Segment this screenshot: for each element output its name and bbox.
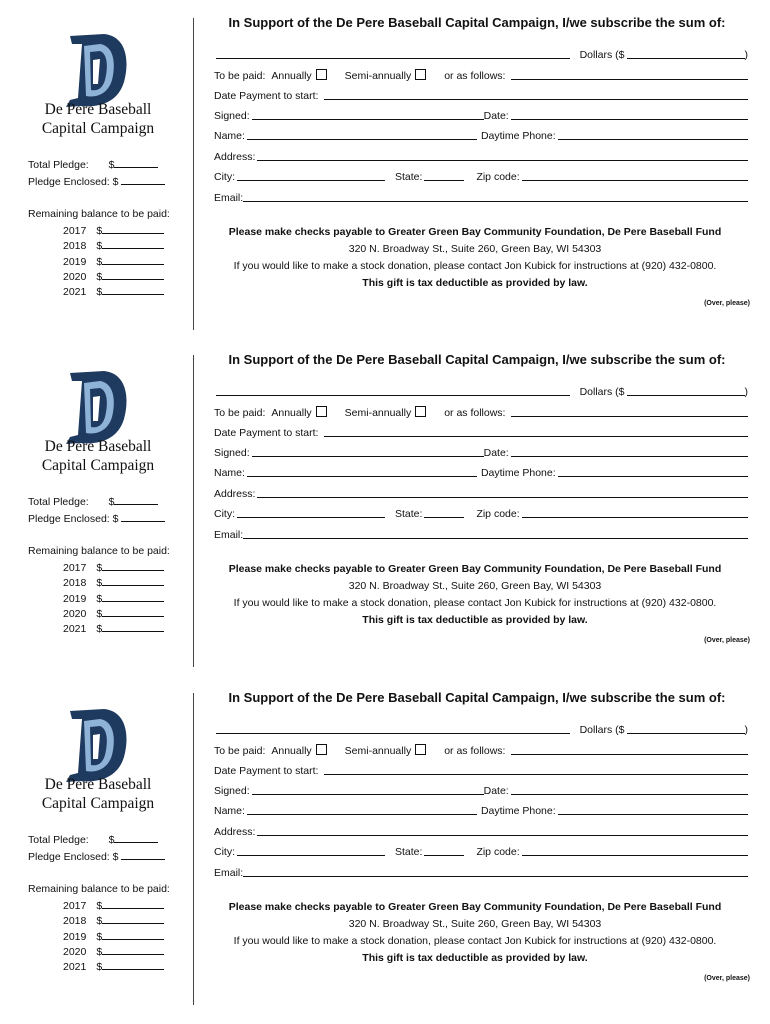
date-payment-row <box>214 88 748 102</box>
over-please-text: (Over, please) <box>704 300 750 307</box>
foundation-address: 320 N. Broadway St., Suite 260, Green Bay, WI 54303 <box>348 918 602 930</box>
organization-name <box>28 437 168 475</box>
to-be-paid-label: To be paid: <box>214 407 266 419</box>
stock-donation-text: If you would like to make a stock donation, please contact Jon Kubick for instructions at (920) 432-0800. <box>233 597 717 609</box>
zip-field[interactable] <box>522 845 748 856</box>
amount-words-field[interactable] <box>216 723 570 734</box>
signed-row <box>214 108 748 122</box>
divider-line <box>193 355 194 667</box>
year-label: 2021 <box>63 286 87 299</box>
org-line-1: De Pere Baseball <box>44 438 152 455</box>
or-as-follows-label: or as follows: <box>444 407 506 419</box>
or-as-follows-label: or as follows: <box>444 70 506 82</box>
year-label: 2017 <box>63 900 87 912</box>
year-label: 2018 <box>63 577 87 590</box>
year-label: 2021 <box>63 623 87 636</box>
year-label: 2019 <box>63 930 87 943</box>
org-line-1: De Pere Baseball <box>44 101 152 118</box>
pledge-enclosed-label: Pledge Enclosed: $ <box>28 513 119 525</box>
year-amount-blank[interactable] <box>102 960 164 970</box>
dollar-sign: $ <box>96 592 103 605</box>
signed-row <box>214 445 748 459</box>
stock-donation-text: If you would like to make a stock donation, please contact Jon Kubick for instructions at (920) 432-0800. <box>233 260 717 272</box>
year-row <box>63 270 164 283</box>
foundation-address: 320 N. Broadway St., Suite 260, Green Bay, WI 54303 <box>348 243 602 255</box>
email-field[interactable] <box>243 866 748 877</box>
address-label: Address: <box>214 488 256 500</box>
signed-row <box>214 783 748 797</box>
phone-label: Daytime Phone: <box>480 805 556 817</box>
year-row <box>63 285 164 298</box>
year-amount-blank[interactable] <box>102 576 164 586</box>
city-label: City: <box>214 171 235 183</box>
dollars-label: Dollars ($ <box>579 386 625 398</box>
dollar-sign: $ <box>96 900 103 912</box>
dollar-sign: $ <box>96 240 103 253</box>
semi-annually-checkbox[interactable] <box>415 69 426 80</box>
dollars-close: ) <box>744 724 748 736</box>
city-field[interactable] <box>237 507 385 518</box>
payable-text: Please make checks payable to Greater Green Bay Community Foundation, De Pere Baseball Fund <box>228 226 722 238</box>
city-row <box>214 169 748 183</box>
zip-field[interactable] <box>522 507 748 518</box>
email-label: Email: <box>214 529 244 541</box>
zip-field[interactable] <box>522 170 748 181</box>
year-amount-blank[interactable] <box>102 239 164 249</box>
semi-annually-checkbox[interactable] <box>415 744 426 755</box>
signed-label: Signed: <box>214 447 250 459</box>
year-label: 2017 <box>63 225 87 237</box>
date-payment-label: Date Payment to start: <box>214 90 319 102</box>
date-payment-field[interactable] <box>324 764 748 775</box>
year-row <box>63 576 164 589</box>
year-row <box>63 239 164 252</box>
address-row <box>214 824 748 838</box>
as-follows-field[interactable] <box>511 744 748 755</box>
email-field[interactable] <box>243 191 748 202</box>
dollars-row <box>214 47 748 61</box>
stock-donation-text: If you would like to make a stock donation, please contact Jon Kubick for instructions at (920) 432-0800. <box>233 935 717 947</box>
remaining-label: Remaining balance to be paid: <box>28 208 170 220</box>
divider-line <box>193 693 194 1005</box>
year-amount-blank[interactable] <box>102 607 164 617</box>
date-field[interactable] <box>511 446 748 457</box>
pledge-enclosed-label: Pledge Enclosed: $ <box>28 851 119 863</box>
org-line-1: De Pere Baseball <box>44 776 152 793</box>
name-field[interactable] <box>247 466 477 477</box>
amount-words-field[interactable] <box>216 385 570 396</box>
email-row <box>214 865 748 879</box>
payment-frequency-row <box>214 405 748 419</box>
city-row <box>214 506 748 520</box>
name-row <box>214 465 748 479</box>
semi-annually-label: Semi-annually <box>344 745 412 757</box>
signed-label: Signed: <box>214 785 250 797</box>
organization-name <box>28 100 168 138</box>
pledge-enclosed-label: Pledge Enclosed: $ <box>28 176 119 188</box>
city-label: City: <box>214 508 235 520</box>
to-be-paid-label: To be paid: <box>214 70 266 82</box>
year-row <box>63 561 164 574</box>
pledge-card-2 <box>0 337 770 675</box>
year-label: 2017 <box>63 562 87 574</box>
dollar-sign: $ <box>96 961 103 974</box>
pledge-enclosed-row <box>28 512 165 525</box>
year-row <box>63 622 164 635</box>
email-row <box>214 190 748 204</box>
dollars-row <box>214 722 748 736</box>
year-amount-blank[interactable] <box>102 945 164 955</box>
to-be-paid-label: To be paid: <box>214 745 266 757</box>
date-payment-label: Date Payment to start: <box>214 765 319 777</box>
year-label: 2019 <box>63 592 87 605</box>
payable-text: Please make checks payable to Greater Green Bay Community Foundation, De Pere Baseball Fund <box>228 563 722 575</box>
year-label: 2020 <box>63 607 87 620</box>
date-label: Date: <box>483 447 509 459</box>
zip-label: Zip code: <box>476 171 520 183</box>
over-please-text: (Over, please) <box>704 637 750 644</box>
dollars-close: ) <box>744 49 748 61</box>
dollar-sign: $ <box>96 562 103 574</box>
date-payment-field[interactable] <box>324 426 748 437</box>
city-field[interactable] <box>237 845 385 856</box>
name-label: Name: <box>214 467 245 479</box>
dollars-label: Dollars ($ <box>579 49 625 61</box>
address-label: Address: <box>214 151 256 163</box>
dollar-sign: $ <box>96 255 103 268</box>
over-please-text: (Over, please) <box>704 975 750 982</box>
subscribe-heading: In Support of the De Pere Baseball Capital Campaign, I/we subscribe the sum of: <box>228 352 726 367</box>
year-amount-blank[interactable] <box>102 930 164 940</box>
year-label: 2021 <box>63 961 87 974</box>
email-field[interactable] <box>243 528 748 539</box>
dollar-sign: $ <box>96 930 103 943</box>
year-row <box>63 607 164 620</box>
annually-checkbox[interactable] <box>316 406 327 417</box>
year-row <box>63 945 164 958</box>
dollar-sign: $ <box>108 159 115 171</box>
zip-label: Zip code: <box>476 846 520 858</box>
payable-text: Please make checks payable to Greater Green Bay Community Foundation, De Pere Baseball Fund <box>228 901 722 913</box>
dollar-sign: $ <box>96 945 103 958</box>
zip-label: Zip code: <box>476 508 520 520</box>
address-field[interactable] <box>257 487 748 498</box>
total-pledge-label: Total Pledge: <box>28 496 89 508</box>
subscribe-heading: In Support of the De Pere Baseball Capital Campaign, I/we subscribe the sum of: <box>228 690 726 705</box>
org-line-2: Capital Campaign <box>41 457 155 474</box>
year-amount-blank[interactable] <box>102 224 164 234</box>
total-pledge-blank[interactable] <box>114 495 158 505</box>
state-label: State: <box>395 508 423 520</box>
dollar-sign: $ <box>108 496 115 508</box>
date-label: Date: <box>483 110 509 122</box>
year-label: 2019 <box>63 255 87 268</box>
date-payment-field[interactable] <box>324 89 748 100</box>
total-pledge-blank[interactable] <box>114 158 158 168</box>
phone-field[interactable] <box>558 129 748 140</box>
city-row <box>214 844 748 858</box>
dollar-sign: $ <box>96 915 103 928</box>
date-payment-row <box>214 425 748 439</box>
year-amount-blank[interactable] <box>102 899 164 909</box>
state-label: State: <box>395 171 423 183</box>
date-payment-row <box>214 763 748 777</box>
amount-number-field[interactable] <box>627 385 745 396</box>
as-follows-field[interactable] <box>511 406 748 417</box>
date-label: Date: <box>483 785 509 797</box>
foundation-address: 320 N. Broadway St., Suite 260, Green Bay, WI 54303 <box>348 580 602 592</box>
address-row <box>214 486 748 500</box>
org-line-2: Capital Campaign <box>41 795 155 812</box>
date-payment-label: Date Payment to start: <box>214 427 319 439</box>
year-amount-blank[interactable] <box>102 914 164 924</box>
phone-field[interactable] <box>558 804 748 815</box>
year-row <box>63 224 164 237</box>
payment-frequency-row <box>214 68 748 82</box>
dollar-sign: $ <box>96 270 103 283</box>
year-row <box>63 255 164 268</box>
pledge-enclosed-row <box>28 850 165 863</box>
phone-label: Daytime Phone: <box>480 130 556 142</box>
year-amount-blank[interactable] <box>102 592 164 602</box>
total-pledge-row <box>28 833 158 846</box>
state-field[interactable] <box>424 845 464 856</box>
dollars-close: ) <box>744 386 748 398</box>
year-amount-blank[interactable] <box>102 622 164 632</box>
address-row <box>214 149 748 163</box>
tax-deductible-text: This gift is tax deductible as provided by law. <box>362 277 588 289</box>
name-field[interactable] <box>247 129 477 140</box>
total-pledge-blank[interactable] <box>114 833 158 843</box>
organization-name <box>28 775 168 813</box>
total-pledge-row <box>28 158 158 171</box>
date-field[interactable] <box>511 109 748 120</box>
annually-checkbox[interactable] <box>316 69 327 80</box>
email-row <box>214 527 748 541</box>
signature-field[interactable] <box>252 784 484 795</box>
year-row <box>63 592 164 605</box>
or-as-follows-label: or as follows: <box>444 745 506 757</box>
pledge-enclosed-row <box>28 175 165 188</box>
date-field[interactable] <box>511 784 748 795</box>
semi-annually-checkbox[interactable] <box>415 406 426 417</box>
state-field[interactable] <box>424 507 464 518</box>
payment-frequency-row <box>214 743 748 757</box>
address-field[interactable] <box>257 150 748 161</box>
dollar-sign: $ <box>96 286 103 299</box>
pledge-enclosed-blank[interactable] <box>121 850 165 860</box>
year-label: 2020 <box>63 270 87 283</box>
dollar-sign: $ <box>108 834 115 846</box>
dollars-label: Dollars ($ <box>579 724 625 736</box>
name-label: Name: <box>214 805 245 817</box>
year-row <box>63 899 164 912</box>
remaining-label: Remaining balance to be paid: <box>28 545 170 557</box>
total-pledge-row <box>28 495 158 508</box>
year-label: 2020 <box>63 945 87 958</box>
dollar-sign: $ <box>96 623 103 636</box>
annually-checkbox[interactable] <box>316 744 327 755</box>
amount-number-field[interactable] <box>627 48 745 59</box>
as-follows-field[interactable] <box>511 69 748 80</box>
address-field[interactable] <box>257 825 748 836</box>
name-label: Name: <box>214 130 245 142</box>
name-field[interactable] <box>247 804 477 815</box>
state-field[interactable] <box>424 170 464 181</box>
year-row <box>63 930 164 943</box>
divider-line <box>193 18 194 330</box>
name-row <box>214 128 748 142</box>
subscribe-heading: In Support of the De Pere Baseball Capital Campaign, I/we subscribe the sum of: <box>228 15 726 30</box>
pledge-enclosed-blank[interactable] <box>121 175 165 185</box>
remaining-label: Remaining balance to be paid: <box>28 883 170 895</box>
year-row <box>63 960 164 973</box>
signature-field[interactable] <box>252 446 484 457</box>
annually-label: Annually <box>271 407 312 419</box>
year-amount-blank[interactable] <box>102 561 164 571</box>
city-field[interactable] <box>237 170 385 181</box>
tax-deductible-text: This gift is tax deductible as provided by law. <box>362 952 588 964</box>
amount-number-field[interactable] <box>627 723 745 734</box>
year-amount-blank[interactable] <box>102 270 164 280</box>
phone-label: Daytime Phone: <box>480 467 556 479</box>
pledge-card-3 <box>0 675 770 1013</box>
pledge-enclosed-blank[interactable] <box>121 512 165 522</box>
dollars-row <box>214 384 748 398</box>
dollar-sign: $ <box>96 607 103 620</box>
tax-deductible-text: This gift is tax deductible as provided by law. <box>362 614 588 626</box>
year-row <box>63 914 164 927</box>
email-label: Email: <box>214 192 244 204</box>
semi-annually-label: Semi-annually <box>344 70 412 82</box>
year-amount-blank[interactable] <box>102 285 164 295</box>
annually-label: Annually <box>271 745 312 757</box>
email-label: Email: <box>214 867 244 879</box>
amount-words-field[interactable] <box>216 48 570 59</box>
state-label: State: <box>395 846 423 858</box>
dollar-sign: $ <box>96 577 103 590</box>
year-amount-blank[interactable] <box>102 255 164 265</box>
name-row <box>214 803 748 817</box>
signature-field[interactable] <box>252 109 484 120</box>
total-pledge-label: Total Pledge: <box>28 159 89 171</box>
phone-field[interactable] <box>558 466 748 477</box>
signed-label: Signed: <box>214 110 250 122</box>
total-pledge-label: Total Pledge: <box>28 834 89 846</box>
pledge-card-1 <box>0 0 770 338</box>
city-label: City: <box>214 846 235 858</box>
year-label: 2018 <box>63 240 87 253</box>
year-label: 2018 <box>63 915 87 928</box>
org-line-2: Capital Campaign <box>41 120 155 137</box>
address-label: Address: <box>214 826 256 838</box>
dollar-sign: $ <box>96 225 103 237</box>
annually-label: Annually <box>271 70 312 82</box>
semi-annually-label: Semi-annually <box>344 407 412 419</box>
